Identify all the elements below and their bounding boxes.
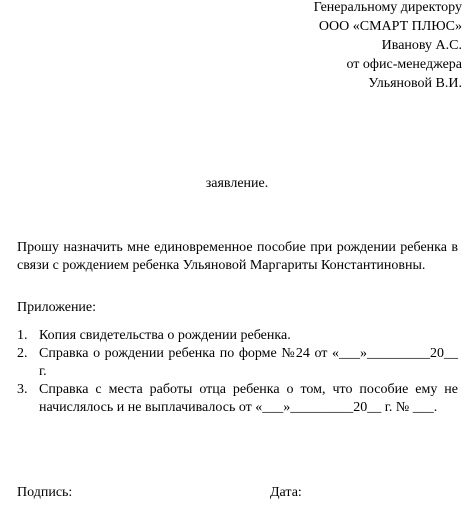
appendix-item-text: Справка с места работы отца ребенка о том, что пособие ему не начислялось и не выплачивалось от «___»_________20__ г. № ___. xyxy=(39,382,458,415)
addressee-line: Иванову А.С. xyxy=(381,38,462,53)
addressee-line: ООО «СМАРТ ПЛЮС» xyxy=(318,19,462,34)
request-paragraph: Прошу назначить мне единовременное пособие при рождении ребенка в связи с рождением ребенка Ульяновой Маргариты Константиновны. xyxy=(17,240,458,273)
appendix-label: Приложение: xyxy=(17,300,97,315)
addressee-block xyxy=(314,0,462,93)
appendix-item-text: Копия свидетельства о рождении ребенка. xyxy=(39,328,291,343)
appendix-item xyxy=(17,381,458,417)
appendix-item-number: 3. xyxy=(17,382,28,397)
appendix-item xyxy=(17,345,458,381)
addressee-line: Ульяновой В.И. xyxy=(368,76,462,91)
appendix-item-number: 1. xyxy=(17,328,28,343)
addressee-line: Генеральному директору xyxy=(313,0,462,15)
addressee-line: от офис-менеджера xyxy=(346,57,462,72)
date-label: Дата: xyxy=(270,485,302,500)
appendix-item-text: Справка о рождении ребенка по форме №24 от «___»_________20__ г. xyxy=(39,346,458,379)
appendix-list xyxy=(17,327,458,417)
document-title: заявление. xyxy=(205,176,269,191)
appendix-item xyxy=(17,327,458,345)
appendix-item-number: 2. xyxy=(17,346,28,361)
signature-label: Подпись: xyxy=(17,485,73,500)
